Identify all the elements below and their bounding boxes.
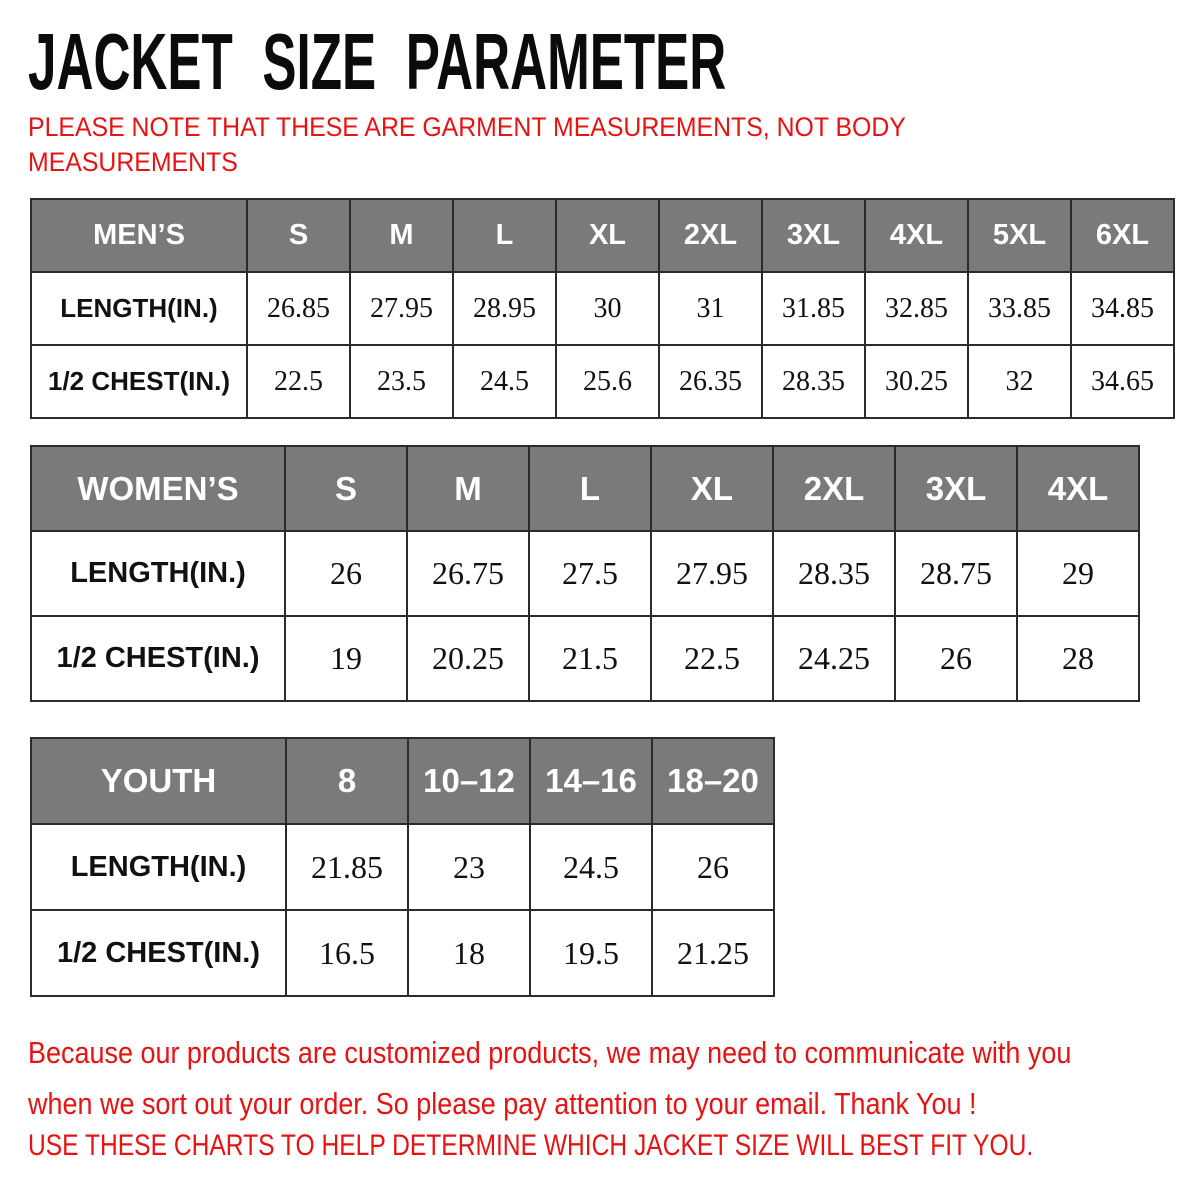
womens-value-cell: 19: [285, 616, 407, 701]
mens-size-header-cell: S: [247, 199, 350, 272]
womens-row-label-cell: 1/2 CHEST(IN.): [31, 616, 285, 701]
mens-value-cell: 30.25: [865, 345, 968, 418]
mens-value-cell: 27.95: [350, 272, 453, 345]
youth-size-header-cell: 8: [286, 738, 408, 824]
womens-size-header-cell: L: [529, 446, 651, 531]
youth-size-header-cell: 10–12: [408, 738, 530, 824]
mens-value-cell: 26.35: [659, 345, 762, 418]
youth-measurement-row: [31, 824, 774, 910]
womens-value-cell: 28: [1017, 616, 1139, 701]
mens-group-title-cell: MEN’S: [31, 199, 247, 272]
youth-size-header-cell: 14–16: [530, 738, 652, 824]
womens-value-cell: 26.75: [407, 531, 529, 616]
mens-size-header-cell: 4XL: [865, 199, 968, 272]
mens-value-cell: 31: [659, 272, 762, 345]
mens-size-header-cell: 2XL: [659, 199, 762, 272]
fit-instruction-text: USE THESE CHARTS TO HELP DETERMINE WHICH JACKET SIZE WILL BEST FIT YOU.: [28, 1129, 1034, 1162]
womens-header-row: [31, 446, 1139, 531]
womens-value-cell: 27.5: [529, 531, 651, 616]
mens-value-cell: 33.85: [968, 272, 1071, 345]
womens-size-table: [30, 445, 1140, 702]
mens-size-header-cell: 6XL: [1071, 199, 1174, 272]
youth-value-cell: 16.5: [286, 910, 408, 996]
mens-size-header-cell: M: [350, 199, 453, 272]
mens-value-cell: 32.85: [865, 272, 968, 345]
note-line-2: MEASUREMENTS: [28, 147, 238, 178]
page-title: JACKET SIZE PARAMETER: [28, 17, 727, 106]
mens-size-header-cell: 5XL: [968, 199, 1071, 272]
mens-size-table: [30, 198, 1175, 419]
womens-row-label-cell: LENGTH(IN.): [31, 531, 285, 616]
mens-value-cell: 30: [556, 272, 659, 345]
womens-value-cell: 24.25: [773, 616, 895, 701]
womens-size-header-cell: 2XL: [773, 446, 895, 531]
womens-value-cell: 28.35: [773, 531, 895, 616]
youth-value-cell: 19.5: [530, 910, 652, 996]
mens-value-cell: 23.5: [350, 345, 453, 418]
mens-header-row: [31, 199, 1174, 272]
footer-line-2: when we sort out your order. So please pay attention to your email. Thank You !: [28, 1085, 977, 1121]
womens-size-header-cell: 4XL: [1017, 446, 1139, 531]
youth-size-table: [30, 737, 775, 997]
youth-measurement-row: [31, 910, 774, 996]
youth-value-cell: 23: [408, 824, 530, 910]
womens-size-header-cell: M: [407, 446, 529, 531]
youth-row-label-cell: LENGTH(IN.): [31, 824, 286, 910]
youth-value-cell: 21.25: [652, 910, 774, 996]
womens-value-cell: 21.5: [529, 616, 651, 701]
womens-size-header-cell: S: [285, 446, 407, 531]
youth-value-cell: 24.5: [530, 824, 652, 910]
mens-value-cell: 34.65: [1071, 345, 1174, 418]
womens-size-header-cell: XL: [651, 446, 773, 531]
womens-value-cell: 22.5: [651, 616, 773, 701]
mens-value-cell: 28.35: [762, 345, 865, 418]
womens-value-cell: 28.75: [895, 531, 1017, 616]
youth-value-cell: 18: [408, 910, 530, 996]
mens-size-header-cell: 3XL: [762, 199, 865, 272]
footer-line-1: Because our products are customized products, we may need to communicate with you: [28, 1035, 1072, 1070]
mens-row-label-cell: 1/2 CHEST(IN.): [31, 345, 247, 418]
womens-value-cell: 27.95: [651, 531, 773, 616]
mens-value-cell: 34.85: [1071, 272, 1174, 345]
mens-size-header-cell: L: [453, 199, 556, 272]
note-line-1: PLEASE NOTE THAT THESE ARE GARMENT MEASUREMENTS, NOT BODY: [28, 112, 906, 142]
youth-size-header-cell: 18–20: [652, 738, 774, 824]
womens-size-header-cell: 3XL: [895, 446, 1017, 531]
womens-value-cell: 29: [1017, 531, 1139, 616]
mens-value-cell: 22.5: [247, 345, 350, 418]
youth-row-label-cell: 1/2 CHEST(IN.): [31, 910, 286, 996]
youth-value-cell: 21.85: [286, 824, 408, 910]
youth-value-cell: 26: [652, 824, 774, 910]
youth-group-title-cell: YOUTH: [31, 738, 286, 824]
mens-value-cell: 28.95: [453, 272, 556, 345]
customized-products-note: [28, 1028, 1071, 1129]
womens-measurement-row: [31, 616, 1139, 701]
mens-value-cell: 25.6: [556, 345, 659, 418]
mens-measurement-row: [31, 272, 1174, 345]
womens-value-cell: 26: [285, 531, 407, 616]
womens-value-cell: 20.25: [407, 616, 529, 701]
mens-value-cell: 32: [968, 345, 1071, 418]
mens-value-cell: 26.85: [247, 272, 350, 345]
garment-measurement-note: [28, 110, 906, 180]
womens-measurement-row: [31, 531, 1139, 616]
mens-value-cell: 31.85: [762, 272, 865, 345]
womens-value-cell: 26: [895, 616, 1017, 701]
womens-group-title-cell: WOMEN’S: [31, 446, 285, 531]
mens-size-header-cell: XL: [556, 199, 659, 272]
mens-value-cell: 24.5: [453, 345, 556, 418]
mens-row-label-cell: LENGTH(IN.): [31, 272, 247, 345]
youth-header-row: [31, 738, 774, 824]
mens-measurement-row: [31, 345, 1174, 418]
